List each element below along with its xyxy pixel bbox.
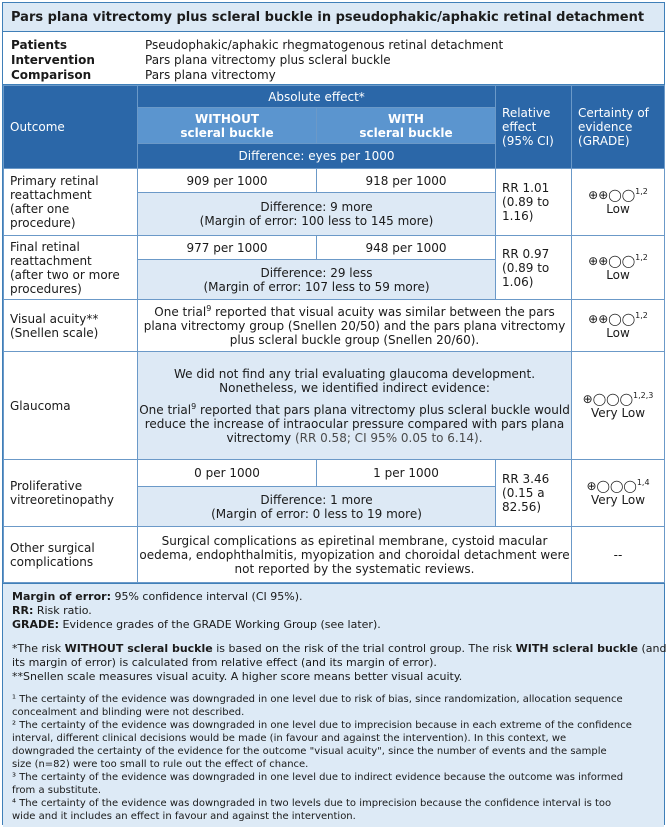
outcome-pvr: Proliferative vitreoretinopathy: [4, 460, 138, 527]
outcomes-table: [3, 85, 665, 583]
grade-definition: GRADE: Evidence grades of the GRADE Working Group (see later).: [12, 618, 381, 631]
r2-with: 948 per 1000: [317, 236, 496, 260]
outcome-primary-reattachment: Primary retinal reattachment (after one procedure): [4, 169, 138, 236]
footnote-3: ³ The certainty of the evidence was downgraded in one level due to indirect evidence because the outcome was informed: [12, 772, 624, 783]
r4-grade: ⊕◯◯◯$^{1,2,3}$ Very Low: [572, 352, 665, 460]
r6-summary: Surgical complications as epiretinal membrane, cystoid macular oedema, endophthalmitis, myopization and choroidal detachment were not reported by the systematic reviews.: [138, 527, 572, 583]
r2-without: 977 per 1000: [138, 236, 317, 260]
moe-definition: Margin of error: 95% confidence interval (CI 95%).: [12, 590, 303, 603]
header-with: WITH scleral buckle: [317, 108, 496, 144]
comparison-label: Comparison: [11, 68, 92, 82]
footnote-2-line2: interval, different clinical decisions would be made (in favour and against the intervention). In this context, we: [12, 733, 567, 744]
outcome-glaucoma: Glaucoma: [4, 352, 138, 460]
r4-summary: We did not find any trial evaluating glaucoma development. Nonetheless, we identified indirect evidence: One trial$^9$ reported that pars plana vitrectomy plus scleral buckle would reduce the increase of intraocular pressure compared with pars plana vitrectomy (RR 0.58; CI 95% 0.05 to 6.14).: [138, 352, 572, 460]
table-title: Pars plana vitrectomy plus scleral buckle in pseudophakic/aphakic retinal detachment: [11, 10, 645, 25]
risk-note: *The risk WITHOUT scleral buckle is based on the risk of the trial control group. The risk WITH scleral buckle (and: [12, 642, 667, 655]
header-absolute-effect: Absolute effect*: [138, 86, 496, 108]
grade-symbols-icon: ⊕⊕◯◯: [588, 188, 636, 202]
r5-relative: RR 3.46 (0.15 a 82.56): [496, 460, 572, 527]
patients-label: Patients: [11, 38, 67, 52]
header-difference: Difference: eyes per 1000: [138, 144, 496, 169]
patients-value: Pseudophakic/aphakic rhegmatogenous retinal detachment: [145, 38, 504, 52]
grade-symbols-icon: ⊕◯◯◯: [586, 479, 637, 493]
rr-definition: RR: Risk ratio.: [12, 604, 92, 617]
footnote-4-line2: wide and it includes an effect in favour and against the intervention.: [12, 811, 356, 822]
footnote-3-line2: from a substitute.: [12, 785, 102, 796]
header-without: WITHOUT scleral buckle: [138, 108, 317, 144]
header-relative-effect: Relative effect (95% CI): [496, 86, 572, 169]
footnote-2-line3: downgraded the certainty of the evidence for the outcome "visual acuity", since the number of events and the sample: [12, 746, 607, 757]
footnote-4: ⁴ The certainty of the evidence was downgraded in two levels due to imprecision because the confidence interval is too: [12, 798, 612, 809]
r3-summary: One trial$^9$ reported that visual acuity was similar between the pars plana vitrectomy group (Snellen 20/50) and the pars plana vitrectomy plus scleral buckle group (Snellen 20/60).: [138, 300, 572, 352]
grade-symbols-icon: ⊕◯◯◯: [582, 391, 633, 406]
r1-with: 918 per 1000: [317, 169, 496, 193]
r5-grade: ⊕◯◯◯$^{1,4}$ Very Low: [572, 460, 665, 527]
intervention-label: Intervention: [11, 53, 95, 67]
r5-with: 1 per 1000: [317, 460, 496, 487]
grade-symbols-icon: ⊕⊕◯◯: [588, 253, 636, 268]
outcome-visual-acuity: Visual acuity** (Snellen scale): [4, 300, 138, 352]
pico-section: [3, 32, 664, 85]
grade-symbols-icon: ⊕⊕◯◯: [588, 311, 636, 326]
risk-note-line2: its margin of error) is calculated from relative effect (and its margin of error).: [12, 656, 437, 669]
header-outcome: Outcome: [4, 86, 138, 169]
outcome-final-reattachment: Final retinal reattachment (after two or more procedures): [4, 236, 138, 300]
r6-grade: --: [572, 527, 665, 583]
comparison-value: Pars plana vitrectomy: [145, 68, 276, 82]
intervention-value: Pars plana vitrectomy plus scleral buckle: [145, 53, 391, 67]
r2-grade: ⊕⊕◯◯$^{1,2}$ Low: [572, 236, 665, 300]
footnote-2: ² The certainty of the evidence was downgraded in one level due to imprecision because in each extreme of the confidence: [12, 720, 632, 731]
table-title-bar: [3, 3, 664, 32]
r1-without: 909 per 1000: [138, 169, 317, 193]
footnotes: [3, 583, 667, 827]
snellen-note: **Snellen scale measures visual acuity. A higher score means better visual acuity.: [12, 670, 463, 683]
footnote-1: ¹ The certainty of the evidence was downgraded in one level due to risk of bias, since randomization, allocation sequence: [12, 694, 623, 705]
r1-difference: Difference: 9 more (Margin of error: 100 less to 145 more): [138, 193, 496, 236]
r2-relative: RR 0.97 (0.89 to 1.06): [496, 236, 572, 300]
r5-without: 0 per 1000: [138, 460, 317, 487]
footnote-1-line2: concealment and blinding were not described.: [12, 707, 245, 718]
r5-difference: Difference: 1 more (Margin of error: 0 less to 19 more): [138, 487, 496, 527]
footnote-2-line4: size (n=82) were too small to rule out the effect of chance.: [12, 759, 309, 770]
r1-grade: ⊕⊕◯◯$^{1,2}$ Low: [572, 169, 665, 236]
header-certainty: Certainty of evidence (GRADE): [572, 86, 665, 169]
summary-of-findings-table: [2, 2, 665, 825]
r1-relative: RR 1.01 (0.89 to 1.16): [496, 169, 572, 236]
r3-grade: ⊕⊕◯◯$^{1,2}$ Low: [572, 300, 665, 352]
r2-difference: Difference: 29 less (Margin of error: 107 less to 59 more): [138, 260, 496, 300]
outcome-other-complications: Other surgical complications: [4, 527, 138, 583]
